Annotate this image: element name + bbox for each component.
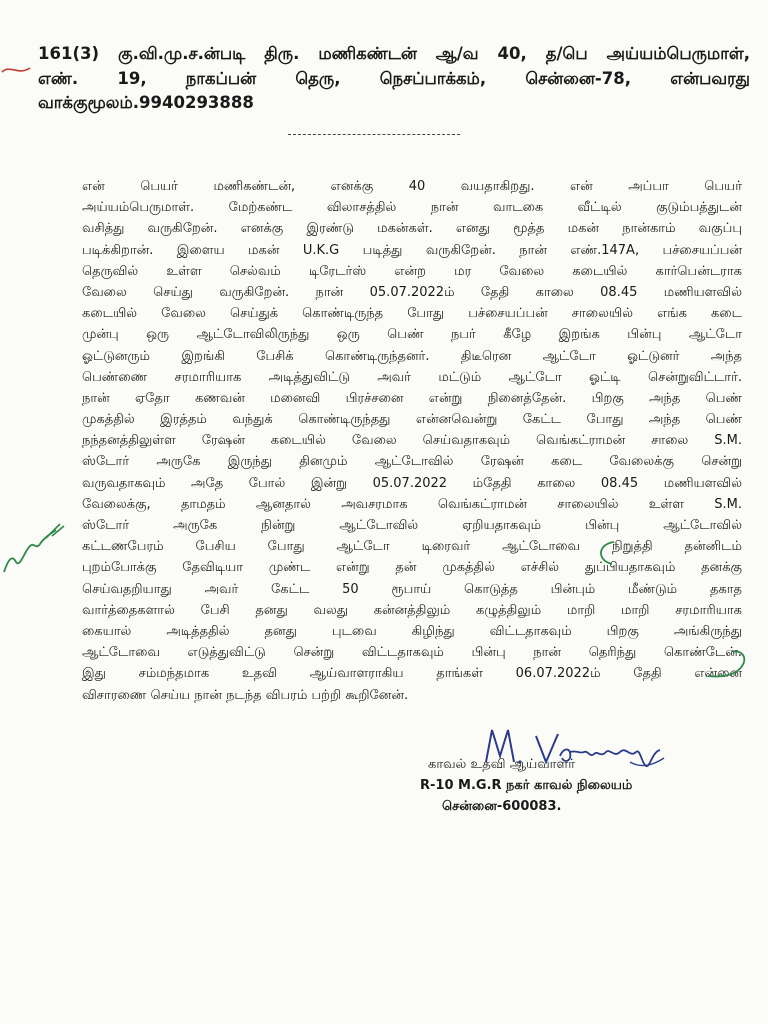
statement-line-7: கடையில் வேலை செய்துக் கொண்டிருந்த போது பச்சையப்பன் சாலையில் எங்க கடை [82, 306, 742, 322]
officer-title: காவல் உதவி ஆய்வாளர் [428, 757, 575, 772]
statement-line-9: ஓட்டுனரும் இறங்கி பேசிக் கொண்டிருந்தனர். திடீரென ஆட்டோ ஓட்டுனர் அந்த [82, 348, 742, 364]
statement-line-2: அய்யம்பெருமாள். மேற்கண்ட விலாசத்தில் நான் வாடகை வீட்டில் குடும்பத்துடன் [82, 200, 742, 216]
statement-line-15: வருவதாகவும் அதே போல் இன்று 05.07.2022 ம்தேதி காலை 08.45 மணியளவில் [82, 475, 742, 491]
red-pen-mark [0, 60, 40, 80]
statement-line-11: நான் ஏதோ கணவன் மனைவி பிரச்சனை என்று நினைத்தேன். பிறகு அந்த பெண் [82, 390, 742, 406]
signature-block [420, 754, 670, 817]
statement-line-25: விசாரணை செய்ய நான் நடந்த விபரம் பற்றி கூறினேன். [82, 687, 409, 703]
statement-line-6: வேலை செய்து வருகிறேன். நான் 05.07.2022ம் தேதி காலை 08.45 மணியளவில் [82, 284, 742, 300]
statement-body [82, 176, 742, 706]
green-close-mark [704, 648, 754, 682]
statement-line-3: வசித்து வருகிறேன். எனக்கு இரண்டு மகன்கள். எனது மூத்த மகன் நான்காம் வகுப்பு [82, 221, 742, 237]
statement-line-5: தெருவில் உள்ள செல்வம் டிரேடர்ஸ் என்ற மர வேலை கடையில் கார்பென்டராக [82, 263, 742, 279]
header-divider [288, 134, 460, 135]
statement-line-8: முன்பு ஒரு ஆட்டோவிலிருந்து ஒரு பெண் நபர் கீழே இறங்க பின்பு ஆட்டோ [82, 327, 742, 343]
header-line-2: எண். 19, நாகப்பன் தெரு, நெசப்பாக்கம், சென்னை-78, என்பவரது [38, 68, 750, 88]
statement-line-1: என் பெயர் மணிகண்டன், எனக்கு 40 வயதாகிறது. என் அப்பா பெயர் [82, 179, 742, 194]
statement-line-21: வார்த்தைகளால் பேசி தனது வலது கன்னத்திலும் கழுத்திலும் மாறி மாறி சரமாரியாக [82, 602, 742, 618]
statement-line-14: ஸ்டோர் அருகே இருந்து தினமும் ஆட்டோவில் ரேஷன் கடை வேலைக்கு சென்று [82, 454, 742, 470]
statement-line-10: பெண்ணை சரமாரியாக அடித்துவிட்டு அவர் மட்டும் ஆட்டோ ஓட்டி சென்றுவிட்டார். [82, 369, 742, 385]
green-bracket-mark [590, 540, 620, 566]
margin-annotation [0, 516, 70, 576]
header-line-3: வாக்குமூலம்.9940293888 [38, 93, 254, 112]
header-line-1: 161(3) கு.வி.மு.ச.ன்படி திரு. மணிகண்டன் ஆ/வ 40, த/பெ அய்யம்பெருமாள், [38, 44, 750, 63]
statement-line-16: வேலைக்கு, தாமதம் ஆனதால் அவசரமாக வெங்கட்ராமன் சாலையில் உள்ள S.M. [82, 496, 742, 512]
statement-line-12: முகத்தில் இரத்தம் வந்துக் கொண்டிருந்தது என்னவென்று கேட்ட போது அந்த பெண் [82, 412, 742, 428]
statement-line-13: நந்தனத்திலுள்ள ரேஷன் கடையில் வேலை செய்வதாகவும் வெங்கட்ராமன் சாலை S.M. [82, 433, 742, 449]
statement-line-24: இது சம்மந்தமாக உதவி ஆய்வாளராகிய தாங்கள் 06.07.2022ம் தேதி என்னை [82, 666, 742, 682]
statement-line-18: கட்டணபேரம் பேசிய போது ஆட்டோ டிரைவர் ஆட்டோவை நிறுத்தி தன்னிடம் [82, 539, 742, 555]
statement-line-4: படிக்கிறான். இளைய மகன் U.K.G படித்து வருகிறேன். நான் எண்.147A, பச்சையப்பன் [82, 242, 742, 258]
statement-line-22: கையால் அடித்ததில் தனது புடவை கிழிந்து விட்டதாகவும் பிறகு அங்கிருந்து [82, 623, 742, 639]
police-station: R-10 M.G.R நகர் காவல் நிலையம் [420, 778, 633, 793]
statement-line-23: ஆட்டோவை எடுத்துவிட்டு சென்று விட்டதாகவும் பின்பு நான் தெரிந்து கொண்டேன். [82, 645, 742, 661]
statement-header [38, 42, 750, 116]
station-city: சென்னை-600083. [442, 799, 562, 814]
statement-line-19: புறம்போக்கு தேவிடியா முண்ட என்று தன் முகத்தில் எச்சில் துப்பியதாகவும் தனக்கு [82, 560, 742, 576]
statement-line-17: ஸ்டோர் அருகே நின்று ஆட்டோவில் ஏறியதாகவும் பின்பு ஆட்டோவில் [82, 518, 742, 533]
statement-line-20: செய்வதறியாது அவர் கேட்ட 50 ரூபாய் கொடுத்த பின்பும் மீண்டும் தகாத [82, 581, 742, 597]
